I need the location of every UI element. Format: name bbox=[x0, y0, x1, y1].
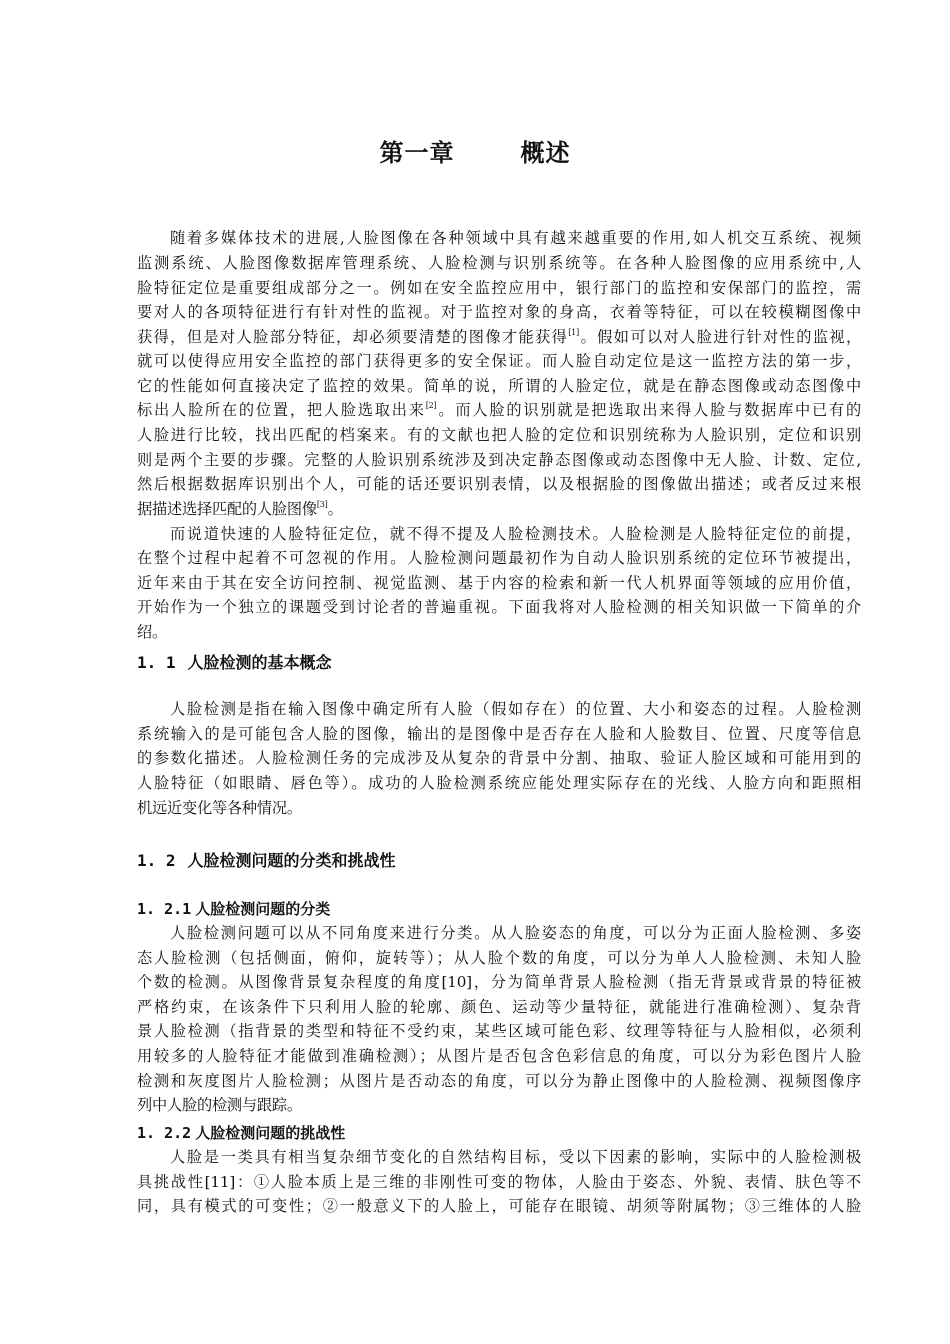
paragraph-line: 检测和灰度图片人脸检测；从图片是否动态的角度，可以分为静止图像中的人脸检测、视频图像序 bbox=[137, 1072, 861, 1090]
paragraph-line: 人脸进行比较，找出匹配的档案来。有的文献也把人脸的定位和识别统称为人脸识别，定位和识别 bbox=[137, 426, 861, 444]
paragraph-line: 机远近变化等各种情况。 bbox=[137, 799, 302, 817]
text-run: 获得，但是对人脸部分特征，却必须要清楚的图像才能获得 bbox=[137, 328, 569, 346]
paragraph-line: 人脸检测是指在输入图像中确定所有人脸（假如存在）的位置、大小和姿态的过程。人脸检测 bbox=[170, 700, 861, 718]
paragraph-line: 就可以使得应用安全监控的部门获得更多的安全保证。而人脸自动定位是这一监控方法的第一步， bbox=[137, 352, 861, 370]
paragraph-line: 则是两个主要的步骤。完整的人脸识别系统涉及到决定静态图像或动态图像中无人脸、计数、定位, bbox=[137, 451, 861, 469]
paragraph-line: 它的性能如何直接决定了监控的效果。简单的说，所谓的人脸定位，就是在静态图像或动态图像中 bbox=[137, 377, 861, 395]
paragraph-line: 景人脸检测（指背景的类型和特征不受约束，某些区域可能色彩、纹理等特征与人脸相似，必须利 bbox=[137, 1022, 861, 1040]
text-run: 标出人脸所在的位置，把人脸选取出来 bbox=[137, 401, 426, 419]
text-run: 。 bbox=[327, 500, 343, 518]
section-number: 1. 1 bbox=[137, 653, 176, 672]
subsection-heading bbox=[137, 898, 330, 919]
section-number: 1. 2 bbox=[137, 851, 176, 870]
subsection-number: 1. 2.2 bbox=[137, 1124, 192, 1142]
paragraph-line bbox=[137, 325, 861, 350]
paragraph-line: 绍。 bbox=[137, 623, 167, 641]
paragraph-line: 然后根据数据库识别出个人，可能的话还要识别表情，以及根据脸的图像做出描述；或者反过来根 bbox=[137, 475, 861, 493]
paragraph-line: 而说道快速的人脸特征定位，就不得不提及人脸检测技术。人脸检测是人脸特征定位的前提， bbox=[170, 525, 861, 543]
text-run: 。而人脸的识别就是把选取出来得人脸与数据库中已有的 bbox=[436, 401, 861, 419]
section-heading bbox=[137, 848, 396, 871]
citation: [1] bbox=[568, 328, 579, 337]
section-title: 人脸检测问题的分类和挑战性 bbox=[187, 851, 396, 870]
paragraph-line: 列中人脸的检测与跟踪。 bbox=[137, 1096, 302, 1114]
paragraph-line: 人脸检测问题可以从不同角度来进行分类。从人脸姿态的角度，可以分为正面人脸检测、多姿 bbox=[170, 924, 861, 942]
paragraph-line: 监测系统、人脸图像数据库管理系统、人脸检测与识别系统等。在各种人脸图像的应用系统中,人 bbox=[137, 254, 861, 272]
paragraph-line: 随着多媒体技术的进展,人脸图像在各种领域中具有越来越重要的作用,如人机交互系统、视频 bbox=[170, 229, 861, 247]
paragraph-line: 人脸是一类具有相当复杂细节变化的自然结构目标，受以下因素的影响，实际中的人脸检测极 bbox=[170, 1148, 861, 1166]
paragraph-line: 近年来由于其在安全访问控制、视觉监测、基于内容的检索和新一代人机界面等领域的应用价值， bbox=[137, 574, 861, 592]
paragraph-line bbox=[137, 497, 861, 522]
paragraph-line: 的参数化描述。人脸检测任务的完成涉及从复杂的背景中分割、抽取、验证人脸区域和可能用到的 bbox=[137, 749, 861, 767]
paragraph-line: 用较多的人脸特征才能做到准确检测）；从图片是否包含色彩信息的角度，可以分为彩色图片人脸 bbox=[137, 1047, 861, 1065]
paragraph-line: 同，具有模式的可变性；②一般意义下的人脸上，可能存在眼镜、胡须等附属物；③三维体的人脸 bbox=[137, 1197, 861, 1215]
paragraph-line bbox=[137, 398, 861, 423]
subsection-title: 人脸检测问题的挑战性 bbox=[195, 1124, 346, 1142]
paragraph-line: 具挑战性[11]：①人脸本质上是三维的非刚性可变的物体，人脸由于姿态、外貌、表情、肤色等不 bbox=[137, 1173, 861, 1191]
paragraph-line: 人脸特征（如眼睛、唇色等）。成功的人脸检测系统应能处理实际存在的光线、人脸方向和距照相 bbox=[137, 774, 861, 792]
subsection-number: 1. 2.1 bbox=[137, 900, 192, 918]
section-title: 人脸检测的基本概念 bbox=[187, 653, 332, 672]
paragraph-line: 要对人的各项特征进行有针对性的监视。对于监控对象的身高，衣着等特征，可以在较模糊图像中 bbox=[137, 303, 861, 321]
text-run: 据描述选择匹配的人脸图像 bbox=[137, 500, 317, 518]
paragraph-line: 系统输入的是可能包含人脸的图像，输出的是图像中是否存在人脸和人脸数目、位置、尺度等信息 bbox=[137, 725, 861, 743]
text-run: 。假如可以对人脸进行针对性的监视， bbox=[579, 328, 861, 346]
citation: [2] bbox=[425, 401, 437, 410]
chapter-name: 概述 bbox=[520, 139, 571, 167]
subsection-heading bbox=[137, 1122, 345, 1143]
chapter-title bbox=[0, 133, 950, 168]
paragraph-line: 脸特征定位是重要组成部分之一。例如在安全监控应用中，银行部门的监控和安保部门的监控，需 bbox=[137, 279, 861, 297]
paragraph-line: 严格约束，在该条件下只利用人脸的轮廓、颜色、运动等少量特征，就能进行准确检测）、复杂背 bbox=[137, 998, 861, 1016]
paragraph-line: 开始作为一个独立的课题受到讨论者的普遍重视。下面我将对人脸检测的相关知识做一下简单的介 bbox=[137, 598, 861, 616]
section-heading bbox=[137, 650, 332, 673]
citation: [3] bbox=[316, 500, 328, 509]
paragraph-line: 个数的检测。从图像背景复杂程度的角度[10]，分为简单背景人脸检测（指无背景或背景的特征被 bbox=[137, 973, 861, 991]
paragraph-line: 态人脸检测（包括侧面，俯仰，旋转等）；从人脸个数的角度，可以分为单人人脸检测、未知人脸 bbox=[137, 949, 861, 967]
paragraph-line: 在整个过程中起着不可忽视的作用。人脸检测问题最初作为自动人脸识别系统的定位环节被提出， bbox=[137, 549, 861, 567]
subsection-title: 人脸检测问题的分类 bbox=[195, 900, 331, 918]
chapter-label: 第一章 bbox=[379, 139, 455, 167]
